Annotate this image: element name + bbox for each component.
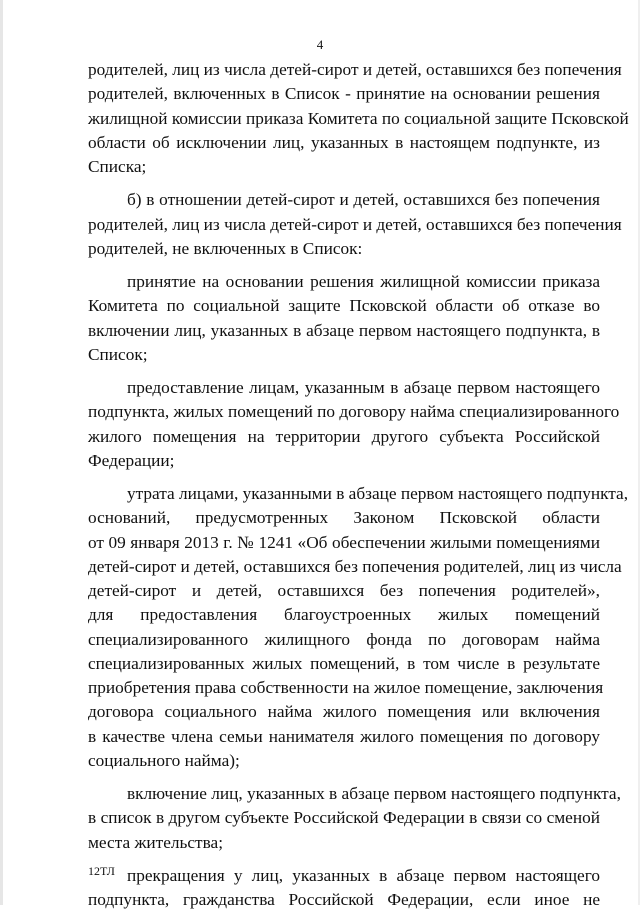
text-line: включение лиц, указанных в абзаце первом настоящего подпункта, — [127, 784, 621, 803]
text-line: для предоставления благоустроенных жилых помещений — [88, 605, 600, 625]
paragraph — [88, 482, 629, 773]
page-number: 4 — [316, 37, 324, 52]
paragraph — [88, 58, 629, 179]
text-line: родителей, лиц из числа детей-сирот и детей, оставшихся без попечения — [88, 60, 622, 79]
text-line: Федерации; — [88, 450, 175, 470]
text-line: области об исключении лиц, указанных в настоящем подпункте, из — [88, 132, 600, 152]
text-line: Списка; — [88, 157, 147, 176]
text-line: Список; — [88, 344, 148, 364]
text-line: оснований, предусмотренных Законом Псковской области — [88, 508, 600, 528]
text-line: б) в отношении детей-сирот и детей, оставшихся без попечения — [127, 190, 600, 210]
text-line: специализированного жилищного фонда по договорам найма — [88, 629, 600, 649]
text-line: предоставление лицам, указанным в абзаце первом настоящего — [127, 378, 600, 397]
text-line: договора социального найма жилого помещения или включения — [88, 702, 600, 722]
text-line: жилищной комиссии приказа Комитета по социальной защите Псковской — [88, 108, 629, 128]
text-line: жилого помещения на территории другого субъекта Российской — [88, 426, 600, 446]
text-line: в качестве члена семьи нанимателя жилого помещения по договору — [88, 726, 600, 746]
text-line: от 09 января 2013 г. № 1241 «Об обеспечении жилыми помещениями — [88, 532, 600, 552]
text-line: места жительства; — [88, 832, 224, 852]
footer-code: 12ТЛ — [88, 864, 115, 878]
text-line: специализированных жилых помещений, в том числе в результате — [88, 653, 600, 673]
text-line: детей-сирот и детей, оставшихся без попечения родителей», — [88, 581, 600, 600]
text-line: Комитета по социальной защите Псковской области об отказе во — [88, 296, 600, 316]
text-line: в список в другом субъекте Российской Федерации в связи со сменой — [88, 808, 600, 828]
paragraph — [88, 376, 620, 473]
text-line: подпункта, жилых помещений по договору найма специализированного — [88, 402, 620, 422]
text-line: утрата лицами, указанными в абзаце первом настоящего подпункта, — [127, 484, 629, 503]
text-line: родителей, лиц из числа детей-сирот и детей, оставшихся без попечения — [88, 214, 622, 234]
document-body — [88, 58, 629, 912]
text-line: прекращения у лиц, указанных в абзаце первом настоящего — [127, 865, 600, 885]
text-line: родителей, не включенных в Список: — [88, 238, 363, 258]
text-line: детей-сирот и детей, оставшихся без попечения родителей, лиц из числа — [88, 556, 622, 576]
paragraph — [88, 188, 622, 261]
scan-edge-left — [0, 0, 3, 905]
text-line: приобретения права собственности на жилое помещение, заключения — [88, 678, 604, 697]
text-line: включении лиц, указанных в абзаце первом настоящего подпункта, в — [88, 320, 600, 340]
text-line: принятие на основании решения жилищной комиссии приказа — [127, 272, 600, 291]
text-line: подпункта, гражданства Российской Федерации, если иное не — [88, 890, 600, 909]
paragraph — [88, 782, 621, 855]
text-line: родителей, включенных в Список - принятие на основании решения — [88, 84, 600, 104]
paragraph — [88, 270, 600, 367]
text-line: социального найма); — [88, 750, 240, 770]
